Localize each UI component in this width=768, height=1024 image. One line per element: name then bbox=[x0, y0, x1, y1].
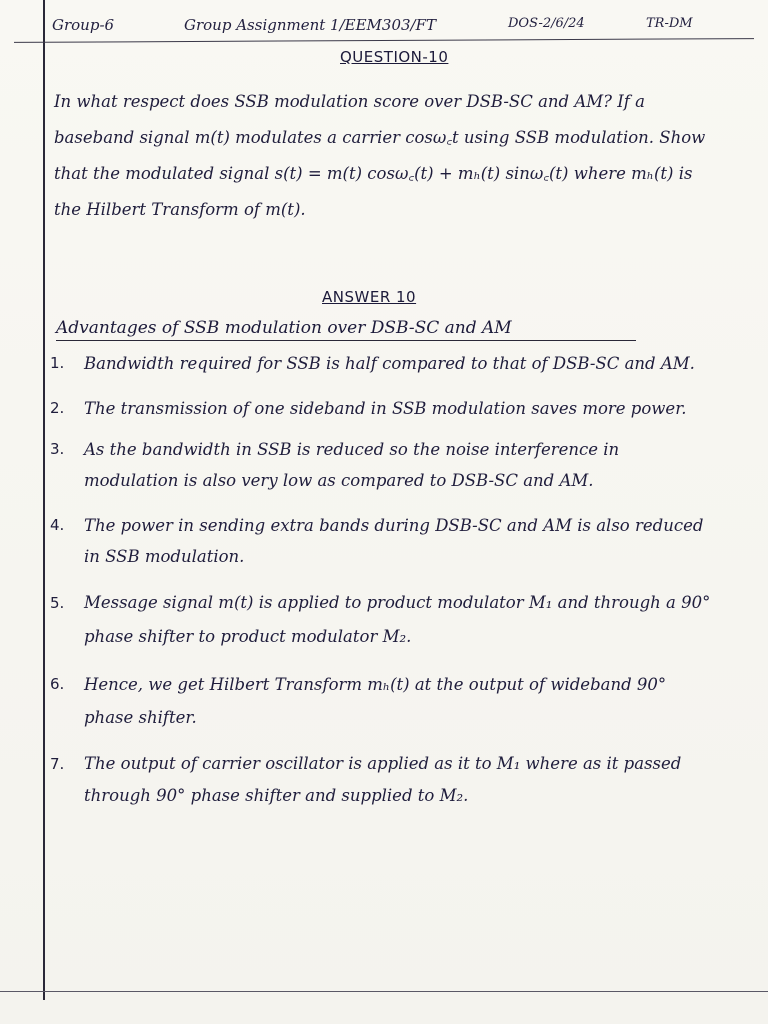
item-text: The transmission of one sideband in SSB modulation saves more power. bbox=[84, 399, 687, 418]
item-number: 2. bbox=[50, 399, 65, 417]
initials-label: TR-DM bbox=[646, 16, 693, 31]
bottom-rule bbox=[0, 991, 768, 992]
item-text: Hence, we get Hilbert Transform mₕ(t) at the output of wideband 90° phase shifter. bbox=[84, 675, 667, 727]
item-text: Message signal m(t) is applied to product modulator M₁ and through a 90° phase shifter to product modulator M₂. bbox=[84, 593, 711, 646]
question-body: In what respect does SSB modulation score over DSB-SC and AM? If a baseband signal m(t) modulates a carrier cosω꜀t using SSB modulation. Show that the modulated signal s(t) = m(t) cosω꜀(t) + mₕ(t) sinω꜀(t) where mₕ(t) is the Hilbert Transform of m(t). bbox=[54, 92, 706, 219]
list-item bbox=[46, 510, 716, 572]
list-item bbox=[46, 393, 716, 424]
item-number: 7. bbox=[50, 755, 65, 773]
advantages-heading: Advantages of SSB modulation over DSB-SC and AM bbox=[56, 318, 636, 341]
item-number: 6. bbox=[50, 675, 65, 693]
dos-label: DOS-2/6/24 bbox=[508, 16, 585, 31]
assignment-label: Group Assignment 1/EEM303/FT bbox=[184, 16, 437, 34]
question-title: QUESTION-10 bbox=[340, 48, 449, 66]
list-item bbox=[46, 586, 716, 654]
list-item bbox=[46, 668, 716, 734]
margin-line bbox=[43, 0, 45, 1000]
list-item bbox=[46, 434, 716, 496]
list-item bbox=[46, 348, 716, 379]
advantages-list bbox=[46, 348, 716, 826]
list-item bbox=[46, 748, 716, 812]
item-text: As the bandwidth in SSB is reduced so the noise interference in modulation is also very low as compared to DSB-SC and AM. bbox=[84, 440, 620, 490]
item-text: The output of carrier oscillator is applied as it to M₁ where as it passed through 90° phase shifter and supplied to M₂. bbox=[84, 754, 682, 805]
item-number: 3. bbox=[50, 440, 65, 458]
item-number: 5. bbox=[50, 594, 65, 612]
item-text: Bandwidth required for SSB is half compared to that of DSB-SC and AM. bbox=[84, 354, 695, 373]
item-text: The power in sending extra bands during DSB-SC and AM is also reduced in SSB modulation. bbox=[84, 516, 704, 566]
item-number: 1. bbox=[50, 354, 65, 372]
page-header bbox=[46, 6, 756, 40]
item-number: 4. bbox=[50, 516, 65, 534]
group-label: Group-6 bbox=[52, 16, 115, 34]
answer-title: ANSWER 10 bbox=[322, 288, 417, 306]
